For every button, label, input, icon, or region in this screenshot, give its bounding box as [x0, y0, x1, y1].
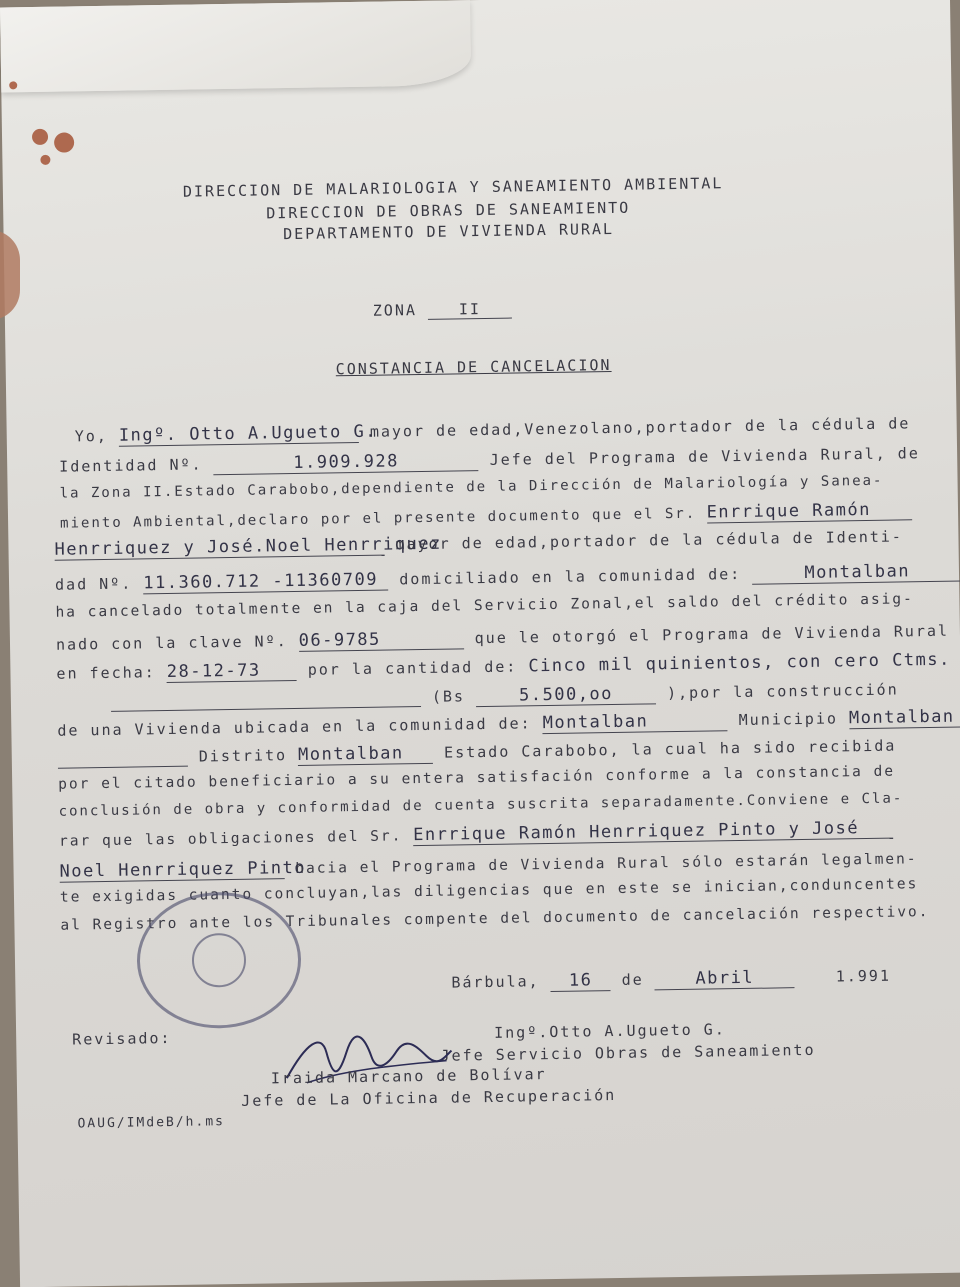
text-fragment: rar que las obligaciones del Sr. — [58, 828, 403, 850]
text-fragment: nado con la clave Nº. — [55, 632, 288, 654]
date-year: 1.991 — [835, 966, 892, 986]
signer-2-title: Jefe de La Oficina de Recuperación — [241, 1085, 617, 1110]
text-fragment: Municipio — [738, 709, 839, 730]
declarant-name: Ingº. Otto A.Ugueto G. — [118, 421, 378, 446]
text-fragment: hacia el Programa de Vivienda Rural sólo estarán legalmen- — [295, 851, 918, 878]
official-stamp-seal — [136, 891, 302, 1030]
credit-date: 28-12-73 — [167, 660, 297, 683]
body-line-18: al Registro ante los Tribunales compente del documento de cancelación respectivo. — [60, 904, 930, 934]
stain-mark — [40, 155, 50, 165]
zona-value: II — [428, 300, 512, 320]
zona-field — [373, 300, 512, 321]
body-line-13: por el citado beneficiario a su entera satisfación conforme a la constancia de — [58, 763, 896, 793]
text-fragment: de — [621, 970, 644, 989]
text-fragment: mayor de edad,Venezolano,portador de la cédula de — [369, 414, 911, 441]
stain-mark — [32, 129, 48, 145]
text-fragment: en fecha: — [56, 663, 156, 683]
body-line-10 — [111, 680, 899, 713]
body-line-6 — [55, 560, 960, 595]
header-line-3: DEPARTAMENTO DE VIVIENDA RURAL — [282, 219, 615, 244]
stain-mark — [54, 132, 74, 152]
text-fragment: ),por la construcción — [666, 680, 899, 703]
stain-mark — [9, 81, 17, 89]
document-title: CONSTANCIA DE CANCELACION — [335, 355, 612, 379]
body-line-7: ha cancelado totalmente en la caja del Servicio Zonal,el saldo del crédito asig- — [55, 591, 914, 621]
amount-numeric: 5.500,oo — [476, 683, 656, 707]
body-line-15 — [59, 818, 893, 852]
text-fragment: (Bs — [431, 687, 466, 706]
district-name: Montalban — [298, 743, 433, 766]
zona-label: ZONA — [372, 301, 418, 320]
body-line-17: te exigidas cuanto concluyan,las diligencias que en este se inician,conduncentes — [59, 876, 919, 906]
declarant-id-number: 1.909.928 — [213, 450, 478, 475]
body-line-2 — [59, 443, 920, 478]
text-fragment: que le otorgó el Programa de Vivienda Rural — [474, 621, 950, 648]
beneficiary-full-names: Enrrique Ramón Henrriquez Pinto y José — [413, 818, 893, 847]
text-fragment: Yo, — [74, 426, 108, 446]
date-month: Abril — [655, 967, 795, 990]
text-fragment: Estado Carabobo, la cual ha sido recibida — [443, 736, 897, 762]
text-fragment: por la cantidad de: — [307, 657, 518, 679]
beneficiary-name-part-1: Enrrique Ramón — [706, 499, 911, 523]
body-line-9 — [56, 650, 951, 685]
text-fragment: dad Nº. — [54, 574, 133, 594]
text-fragment: Identidad Nº. — [59, 455, 203, 476]
signer-1-name: Ingº.Otto A.Ugueto G. — [494, 1020, 726, 1042]
header-line-1: DIRECCION DE MALARIOLOGIA Y SANEAMIENTO AMBIENTAL — [182, 174, 724, 201]
text-fragment: mayor de edad,portador de la cédula de Identi- — [395, 527, 904, 554]
beneficiary-id-numbers: 11.360.712 -11360709 — [143, 570, 388, 595]
body-line-3: la Zona II.Estado Carabobo,dependiente de la Dirección de Malariología y Sanea- — [59, 472, 884, 502]
body-line-8 — [56, 621, 949, 656]
text-fragment: Distrito — [198, 746, 288, 766]
community-name: Montalban — [543, 710, 728, 734]
body-line-1 — [75, 413, 911, 447]
text-fragment: miento Ambiental,declaro por el presente documento que el Sr. — [59, 505, 697, 532]
beneficiary-full-name-cont: Noel Henrriquez Pinto — [59, 857, 307, 882]
reference-code: OAUG/IMdeB/h.ms — [77, 1114, 226, 1132]
header-line-2: DIRECCION DE OBRAS DE SANEAMIENTO — [266, 198, 631, 223]
beneficiary-name-part-2: Henrriquez y José.Noel Henrriquez — [54, 533, 442, 560]
municipality-name: Montalban — [849, 706, 960, 729]
date-place: Bárbula, — [451, 972, 540, 992]
seal-emblem-icon — [192, 933, 247, 988]
text-fragment: Jefe del Programa de Vivienda Rural, de — [489, 444, 920, 469]
folded-page-corner — [0, 0, 471, 92]
date-line — [451, 966, 891, 994]
date-day: 16 — [550, 970, 610, 992]
revisado-label: Revisado: — [72, 1028, 172, 1049]
signer-2-name: Iraida Marcano de Bolívar — [270, 1065, 547, 1088]
credit-key-number: 06-9785 — [299, 628, 464, 652]
text-fragment: domiciliado en la comunidad de: — [399, 564, 742, 589]
signer-1-title: Jefe Servicio Obras de Saneamiento — [440, 1040, 816, 1065]
amount-in-words: Cinco mil quinientos, con cero Ctms. — [528, 649, 951, 677]
text-fragment: de una Vivienda ubicada en la comunidad de: — [57, 714, 532, 740]
community-name: Montalban — [752, 560, 960, 584]
body-line-14: conclusión de obra y conformidad de cuenta suscrita separadamente.Conviene e Cla- — [58, 790, 904, 820]
